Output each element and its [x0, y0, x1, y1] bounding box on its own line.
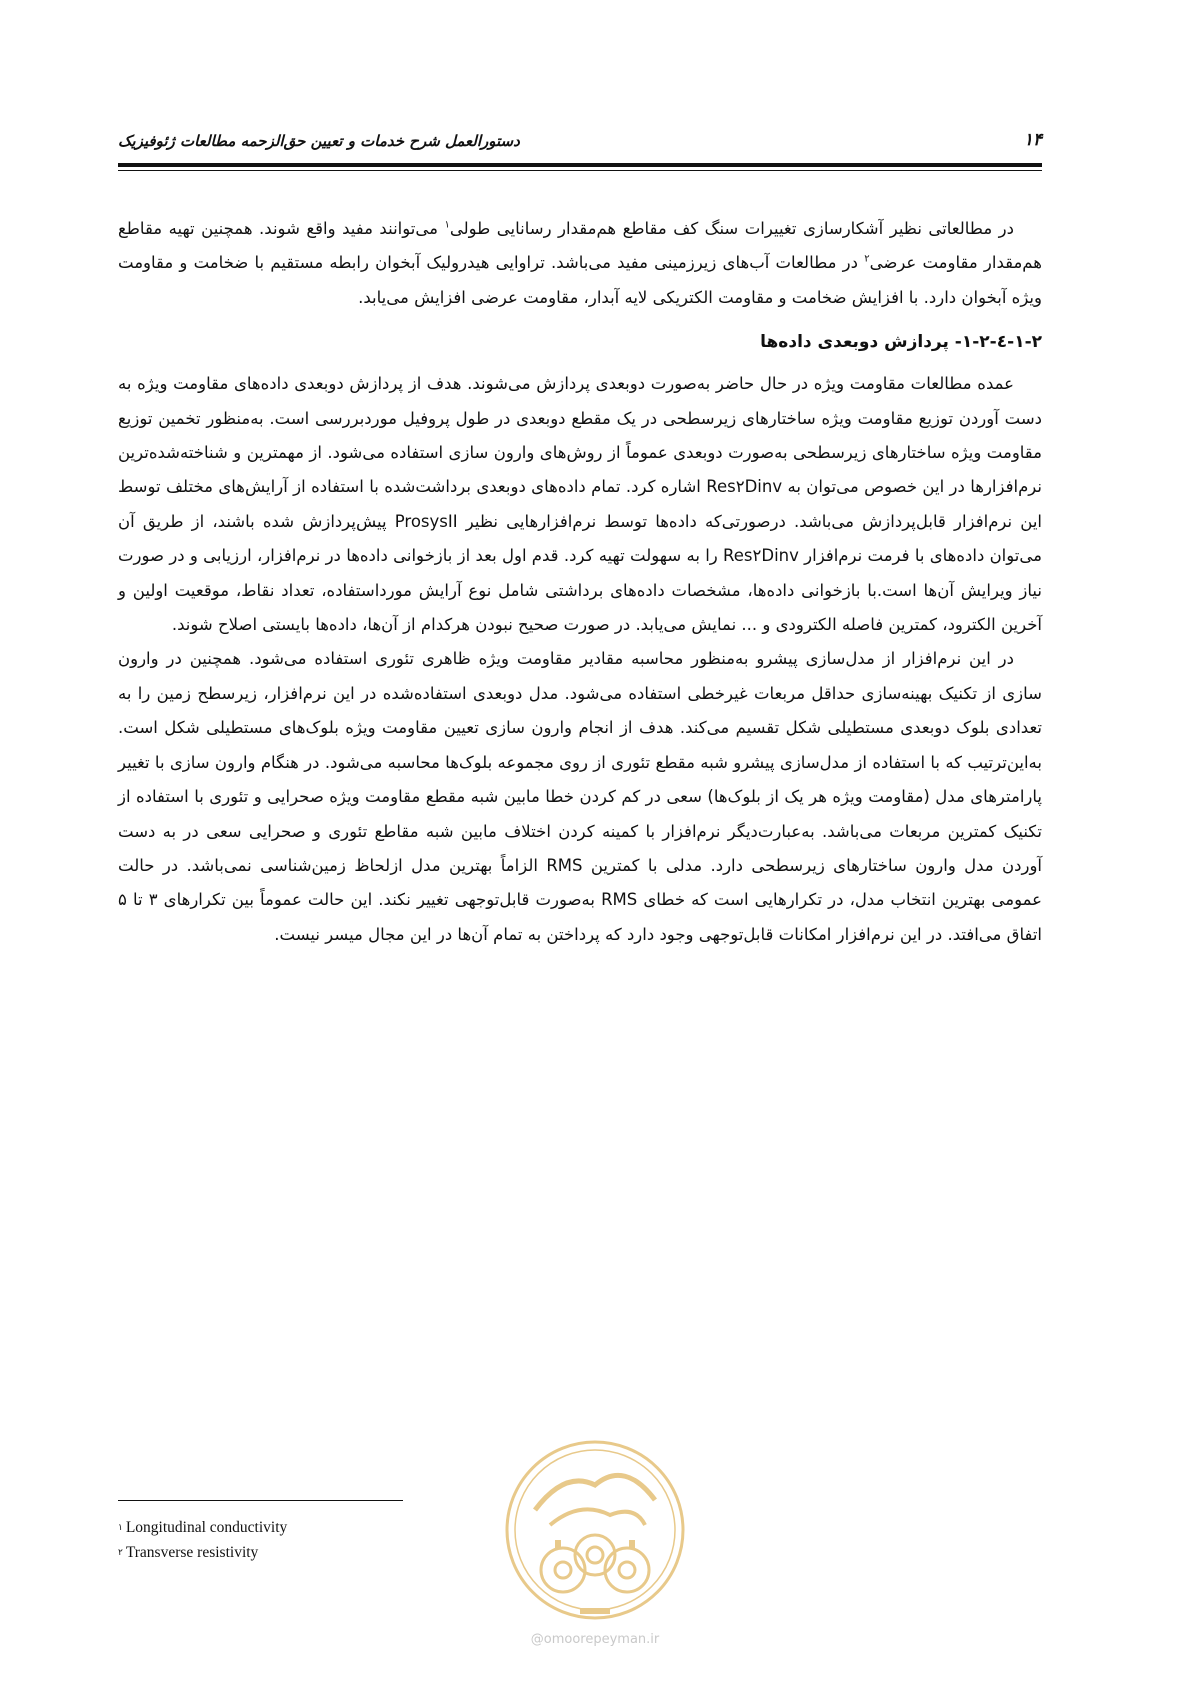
- paragraph-1-text-a: در مطالعاتی نظیر آشکارسازی تغییرات سنگ کف مقاطع هم‌مقدار رسانایی طولی: [449, 219, 1014, 238]
- header-rule: [118, 163, 1042, 167]
- footnote-rule: [118, 1500, 403, 1501]
- paragraph-2: عمده مطالعات مقاومت ویژه در حال حاضر به‌صورت دوبعدی پردازش می‌شوند. هدف از پردازش دوبعدی داده‌های مقاومت ویژه به دست آوردن توزیع مقاومت ویژه ساختارهای زیرسطحی در یک مقطع دوبعدی در طول پروفیل موردبررسی است. به‌منظور تخمین توزیع مقاومت ویژه ساختارهای زیرسطحی به‌صورت دوبعدی عموماً از روش‌های وارون سازی استفاده می‌شود. از مهمترین و شناخته‌شده‌ترین نرم‌افزارها در این خصوص می‌توان به Res۲Dinv اشاره کرد. تمام داده‌های دوبعدی برداشت‌شده با استفاده از آرایش‌های مختلف توسط این نرم‌افزار قابل‌پردازش می‌باشد. درصورتی‌که داده‌ها توسط نرم‌افزارهایی نظیر ProsysII پیش‌پردازش شده باشند، از طریق آن می‌توان داده‌های با فرمت نرم‌افزار Res۲Dinv را به سهولت تهیه کرد. قدم اول بعد از بازخوانی داده‌ها در نرم‌افزار، ارزیابی و در صورت نیاز ویرایش آن‌ها است.با بازخوانی داده‌ها، مشخصات داده‌های برداشتی شامل نوع آرایش مورداستفاده، تعداد نقاط، موقعیت اولین و آخرین الکترود، کمترین فاصله الکترودی و ... نمایش می‌یابد. در صورت صحیح نبودن هرکدام از آن‌ها، داده‌ها بایستی اصلاح شوند.: [118, 374, 1043, 635]
- footnotes: [118, 1515, 518, 1565]
- footnote-1-number: ۱: [118, 1522, 123, 1532]
- header-rule-thin: [118, 170, 1042, 171]
- paragraph-3: در این نرم‌افزار از مدل‌سازی پیشرو به‌منظور محاسبه مقادیر مقاومت ویژه ظاهری تئوری استفاده می‌شود. همچنین در وارون سازی از تکنیک بهینه‌سازی حداقل مربعات غیرخطی استفاده می‌شود. مدل دوبعدی استفاده‌شده در این نرم‌افزار، زیرسطح زمین را به تعدادی بلوک دوبعدی مستطیلی شکل تقسیم می‌کند. هدف از انجام وارون سازی تعیین مقاومت ویژه بلوک‌های مستطیلی شکل است. به‌این‌ترتیب که با استفاده از مدل‌سازی پیشرو شبه مقطع تئوری از روی مجموعه بلوک‌ها محاسبه می‌شود. در هنگام وارون سازی با تغییر پارامترهای مدل (مقاومت ویژه هر یک از بلوک‌ها) سعی در کم کردن خطا مابین شبه مقطع مقاومت ویژه صحرایی و تئوری با استفاده از تکنیک کمترین مربعات می‌باشد. به‌عبارت‌دیگر نرم‌افزار با کمینه کردن اختلاف مابین شبه مقاطع تئوری و صحرایی سعی در به دست آوردن مدل وارون ساختارهای زیرسطحی دارد. مدلی با کمترین RMS الزاماً بهترین مدل ازلحاظ زمین‌شناسی نمی‌باشد. در حالت عمومی بهترین انتخاب مدل، در تکرارهایی است که خطای RMS به‌صورت قابل‌توجهی تغییر نکند. این حالت عموماً بین تکرارهای ۳ تا ۵ اتفاق می‌افتد. در این نرم‌افزار امکانات قابل‌توجهی وجود دارد که پرداختن به تمام آن‌ها در این مجال میسر نیست.: [118, 649, 1043, 944]
- watermark-text: @omoorepeyman.ir: [530, 1632, 660, 1647]
- page-number: ۱۴: [1023, 130, 1042, 150]
- paragraph-1-text-b: می‌توانند مفید واقع شوند. همچنین تهیه مقاطع هم‌مقدار مقاومت عرضی: [118, 219, 1042, 273]
- page-body: [118, 212, 1042, 952]
- footnote-2-number: ۲: [118, 1547, 123, 1557]
- section-heading: ۱-۲-٤-۱-۲- پردازش دوبعدی داده‌ها: [760, 332, 1042, 353]
- footnote-1: [118, 1515, 518, 1540]
- omoore-peyman-seal-icon: [495, 1430, 695, 1630]
- header-title: دستورالعمل شرح خدمات و تعیین حق‌الزحمه مطالعات ژئوفیزیک: [118, 132, 520, 150]
- page-header: [118, 130, 1042, 158]
- footnote-ref-2: ۲: [864, 253, 870, 265]
- paragraph-1: [118, 212, 1042, 315]
- footnote-2-text: Transverse resistivity: [125, 1544, 259, 1561]
- paragraph-1-text-c: در مطالعات آب‌های زیرزمینی مفید می‌باشد. تراوایی هیدرولیک آبخوان رابطه مستقیم با ضخامت و مقاومت ویژه آبخوان دارد. با افزایش ضخامت و مقاومت الکتریکی لایه آبدار، مقاومت عرضی افزایش می‌یابد.: [118, 253, 1042, 307]
- footnote-2: [118, 1540, 518, 1565]
- footnote-1-text: Longitudinal conductivity: [125, 1519, 288, 1536]
- footnote-ref-1: ۱: [444, 219, 450, 231]
